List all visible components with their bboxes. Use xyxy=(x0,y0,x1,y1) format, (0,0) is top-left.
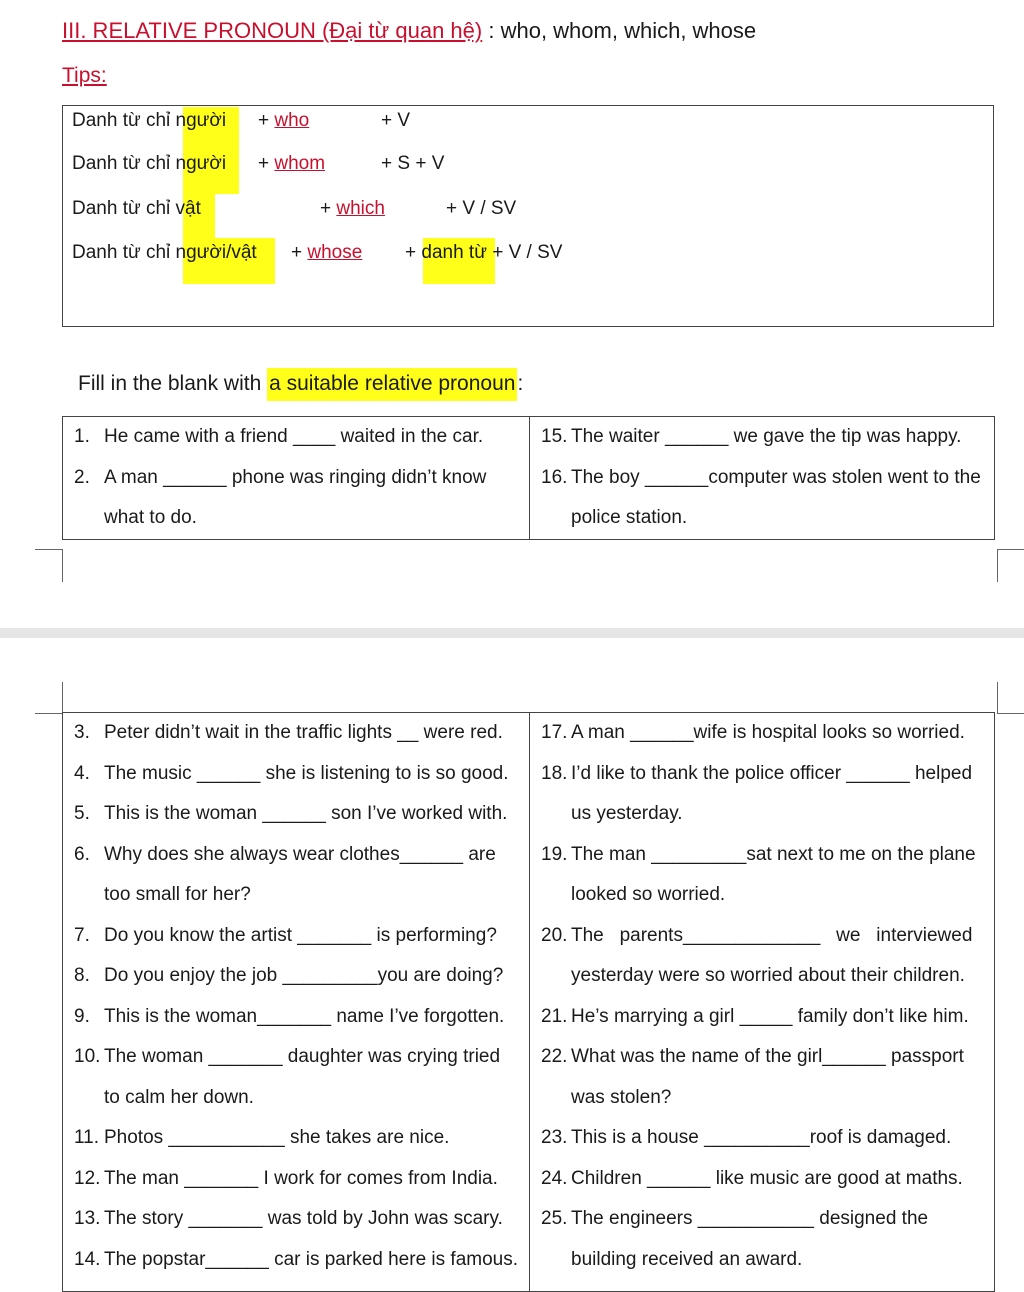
exercise-table-page1 xyxy=(62,416,995,540)
tips-row-rule-highlight: danh từ xyxy=(421,242,487,263)
tips-row-prefix: Danh từ chỉ xyxy=(72,110,176,131)
item-text: The man _______ I work for comes from India. xyxy=(104,1167,498,1189)
exercise-item-1 xyxy=(63,417,529,458)
item-text-cont: looked so worried. xyxy=(571,884,726,905)
tips-row-noun: người xyxy=(175,153,227,174)
exercise-item-24 xyxy=(530,1159,994,1200)
item-number: 10. xyxy=(74,1046,101,1067)
item-number: 2. xyxy=(74,466,90,488)
page-corner-mark xyxy=(997,549,1024,582)
tips-row-noun: vật xyxy=(175,198,201,219)
item-text-cont: building received an award. xyxy=(571,1248,803,1270)
tips-row-noun: người/vật xyxy=(175,242,257,263)
exercise-instruction xyxy=(78,372,523,396)
item-number: 12. xyxy=(74,1167,101,1189)
item-number: 22. xyxy=(541,1046,568,1067)
tips-row-rule: + V xyxy=(381,110,411,131)
item-number: 24. xyxy=(541,1167,568,1189)
exercise-item-13 xyxy=(63,1199,529,1240)
tips-row-rule-pre: + xyxy=(405,242,422,263)
tips-pronoun-who: who xyxy=(274,110,310,131)
item-text: The woman _______ daughter was crying tried xyxy=(104,1046,501,1067)
item-text: What was the name of the girl______ passport xyxy=(571,1046,964,1067)
item-number: 8. xyxy=(74,965,90,986)
item-number: 3. xyxy=(74,722,90,743)
exercise-item-6 xyxy=(63,835,529,916)
item-number: 19. xyxy=(541,843,568,865)
item-number: 25. xyxy=(541,1208,568,1229)
item-number: 14. xyxy=(74,1248,101,1270)
instruction-highlight: a suitable relative pronoun xyxy=(267,368,517,401)
item-text: Do you enjoy the job _________you are doing? xyxy=(104,965,504,986)
item-number: 21. xyxy=(541,1005,568,1027)
item-number: 20. xyxy=(541,924,568,946)
section-title-pronoun-list: : who, whom, which, whose xyxy=(488,18,757,43)
item-text-cont: what to do. xyxy=(104,507,197,528)
exercise-item-4 xyxy=(63,754,529,795)
section-title xyxy=(62,18,756,44)
item-text: Children ______ like music are good at maths. xyxy=(571,1167,963,1189)
item-number: 9. xyxy=(74,1005,90,1027)
exercise-item-14 xyxy=(63,1240,529,1281)
item-number: 17. xyxy=(541,722,568,743)
item-text: The popstar______ car is parked here is famous. xyxy=(104,1248,519,1270)
exercise-item-12 xyxy=(63,1159,529,1200)
instruction-colon: : xyxy=(517,372,524,395)
item-text: Do you know the artist _______ is performing? xyxy=(104,924,497,946)
item-text-cont: too small for her? xyxy=(104,884,251,905)
item-number: 7. xyxy=(74,924,90,946)
item-text: I’d like to thank the police officer ______ helped xyxy=(571,762,973,784)
item-text: The parents_____________ we interviewed xyxy=(571,924,973,946)
item-text: This is a house __________roof is damaged. xyxy=(571,1127,952,1148)
item-number: 16. xyxy=(541,466,568,488)
exercise-item-3 xyxy=(63,713,529,754)
exercise-table-page2 xyxy=(62,712,995,1292)
item-number: 6. xyxy=(74,843,90,865)
exercise-item-22 xyxy=(530,1037,994,1118)
item-text: This is the woman ______ son I’ve worked with. xyxy=(104,803,508,824)
exercise-item-19 xyxy=(530,835,994,916)
item-text-cont: was stolen? xyxy=(571,1086,672,1108)
exercise-item-10 xyxy=(63,1037,529,1118)
exercise-item-7 xyxy=(63,916,529,957)
exercise-item-11 xyxy=(63,1118,529,1159)
item-text-cont: police station. xyxy=(571,507,688,528)
exercise-item-18 xyxy=(530,754,994,835)
tips-row-rule: + S + V xyxy=(381,153,445,174)
item-text: A man ______wife is hospital looks so worried. xyxy=(571,722,965,743)
item-text: Photos ___________ she takes are nice. xyxy=(104,1127,450,1148)
item-text: The story _______ was told by John was scary. xyxy=(104,1208,503,1229)
item-text: Peter didn’t wait in the traffic lights __ were red. xyxy=(104,722,503,743)
tips-row-prefix: Danh từ chỉ xyxy=(72,198,176,219)
exercise-item-5 xyxy=(63,794,529,835)
exercise-item-17 xyxy=(530,713,994,754)
item-number: 1. xyxy=(74,426,90,447)
item-number: 11. xyxy=(74,1127,100,1148)
item-text-cont: to calm her down. xyxy=(104,1086,254,1108)
exercise-item-23 xyxy=(530,1118,994,1159)
item-text: He’s marrying a girl _____ family don’t like him. xyxy=(571,1005,969,1027)
item-text: He came with a friend ____ waited in the car. xyxy=(104,426,484,447)
item-number: 23. xyxy=(541,1127,568,1148)
item-number: 15. xyxy=(541,426,568,447)
item-text-cont: us yesterday. xyxy=(571,803,683,824)
page-corner-mark xyxy=(997,682,1024,714)
item-text: Why does she always wear clothes______ are xyxy=(104,843,496,865)
tips-row-prefix: Danh từ chỉ xyxy=(72,153,176,174)
tips-row-rule-post: + V / SV xyxy=(486,242,563,263)
tips-pronoun-whom: whom xyxy=(274,153,326,174)
item-number: 13. xyxy=(74,1208,101,1229)
item-text: The waiter ______ we gave the tip was happy. xyxy=(571,426,962,447)
exercise-item-15 xyxy=(530,417,994,458)
exercise-column-right xyxy=(530,713,995,1292)
item-text: The music ______ she is listening to is so good. xyxy=(104,762,509,784)
item-text-cont: yesterday were so worried about their children. xyxy=(571,965,965,986)
exercise-column-left xyxy=(63,417,530,540)
tips-row-plus: + xyxy=(258,110,270,131)
page-corner-mark xyxy=(35,549,63,582)
section-title-main: III. RELATIVE PRONOUN (Đại từ quan hệ) xyxy=(62,18,483,43)
tips-row-plus: + xyxy=(320,198,332,219)
exercise-column-left xyxy=(63,713,530,1292)
item-text: The engineers ___________ designed the xyxy=(571,1208,929,1229)
exercise-item-21 xyxy=(530,997,994,1038)
page-break-gap xyxy=(0,628,1024,638)
tips-row-plus: + xyxy=(258,153,270,174)
item-text: This is the woman_______ name I’ve forgotten. xyxy=(104,1005,505,1027)
item-text: The boy ______computer was stolen went to the xyxy=(571,466,981,488)
item-number: 18. xyxy=(541,762,568,784)
item-number: 4. xyxy=(74,762,90,784)
tips-label: Tips: xyxy=(62,64,107,87)
item-text: The man _________sat next to me on the plane xyxy=(571,843,976,865)
tips-row-noun: người xyxy=(175,110,227,131)
tips-row-plus: + xyxy=(291,242,303,263)
exercise-item-9 xyxy=(63,997,529,1038)
tips-pronoun-which: which xyxy=(336,198,385,219)
item-number: 5. xyxy=(74,803,90,824)
exercise-column-right xyxy=(530,417,995,540)
exercise-item-2 xyxy=(63,458,529,539)
instruction-text: Fill in the blank with xyxy=(78,372,268,395)
exercise-item-8 xyxy=(63,956,529,997)
tips-pronoun-whose: whose xyxy=(307,242,363,263)
tips-row-prefix: Danh từ chỉ xyxy=(72,242,176,263)
exercise-item-20 xyxy=(530,916,994,997)
page-corner-mark xyxy=(35,682,63,714)
item-text: A man ______ phone was ringing didn’t know xyxy=(104,466,487,488)
exercise-item-16 xyxy=(530,458,994,539)
exercise-item-25 xyxy=(530,1199,994,1280)
tips-row-rule: + V / SV xyxy=(446,198,517,219)
